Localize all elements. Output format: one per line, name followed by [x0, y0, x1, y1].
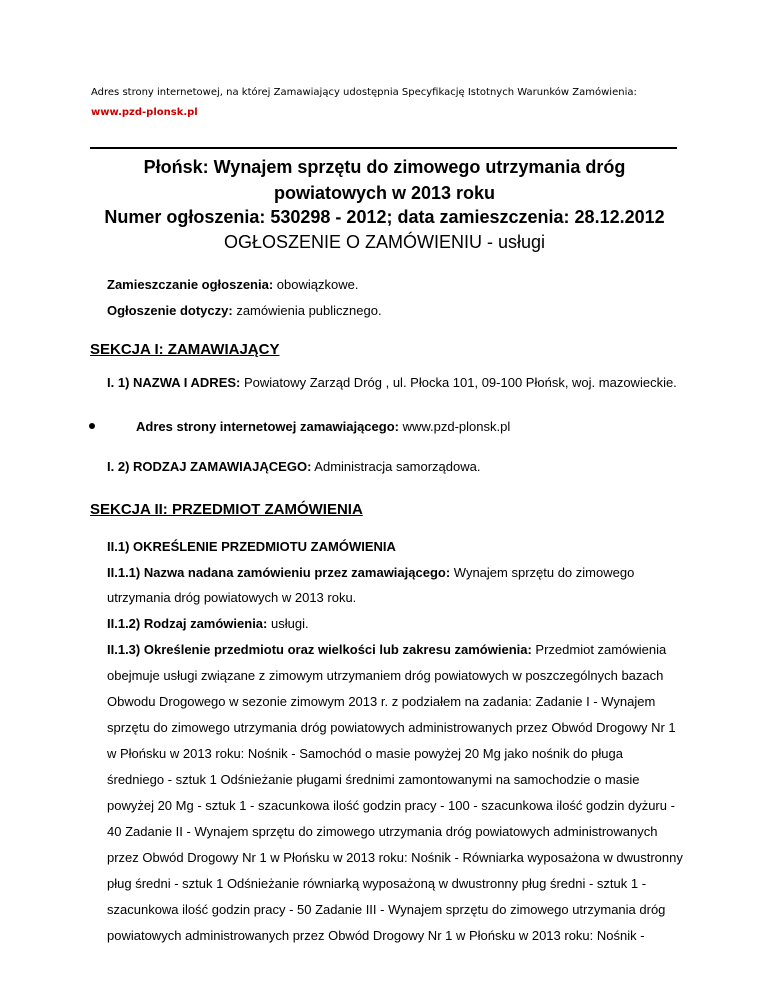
- contracting-type-label: I. 2) RODZAJ ZAMAWIAJĄCEGO:: [107, 459, 312, 474]
- bullet-icon: [89, 423, 95, 429]
- contracting-type-row: [107, 459, 480, 474]
- contracting-type-value: Administracja samorządowa.: [311, 459, 481, 474]
- order-desc-line: średniego - sztuk 1 Odśnieżanie pługami średnimi zamontowanymi na samochodzie o masie: [107, 772, 640, 787]
- order-kind-label: II.1.2) Rodzaj zamówienia:: [107, 616, 268, 631]
- order-desc-line: Przedmiot zamówienia: [531, 642, 667, 657]
- order-desc-line: szacunkowa ilość godzin pracy - 50 Zadanie III - Wynajem sprzętu do zimowego utrzymania dróg: [107, 902, 666, 917]
- notice-number-date: Numer ogłoszenia: 530298 - 2012; data zamieszczenia: 28.12.2012: [104, 207, 665, 227]
- contracting-name-value: Powiatowy Zarząd Dróg , ul. Płocka 101, 09-100 Płońsk, woj. mazowieckie.: [240, 375, 677, 390]
- order-kind-row: [107, 616, 309, 631]
- order-desc-line: sprzętu do zimowego utrzymania dróg powiatowych administrowanych przez Obwód Drogowy Nr 1: [107, 720, 676, 735]
- section1-heading: SEKCJA I: ZAMAWIAJĄCY: [90, 341, 280, 358]
- order-desc-line: w Płońsku w 2013 roku: Nośnik - Samochód o masie powyżej 20 Mg jako nośnik do pługa: [107, 746, 623, 761]
- notice-subtitle: OGŁOSZENIE O ZAMÓWIENIU - usługi: [223, 232, 546, 252]
- order-name-label: II.1.1) Nazwa nadana zamówieniu przez zamawiającego:: [107, 565, 451, 580]
- order-name-row: [107, 565, 634, 580]
- placement-row: [107, 277, 358, 292]
- order-name-cont: utrzymania dróg powiatowych w 2013 roku.: [107, 590, 357, 605]
- notice-title-line1: Płońsk: Wynajem sprzętu do zimowego utrzymania dróg: [143, 157, 626, 177]
- notice-title-line2: powiatowych w 2013 roku: [273, 183, 496, 203]
- order-desc-line: powyżej 20 Mg - sztuk 1 - szacunkowa ilość godzin pracy - 100 - szacunkowa ilość godzin dyżuru -: [107, 798, 675, 813]
- order-desc-line: przez Obwód Drogowy Nr 1 w Płońsku w 2013 roku: Nośnik - Równiarka wyposażona w dwustronny: [107, 850, 683, 865]
- contracting-name-label: I. 1) NAZWA I ADRES:: [107, 375, 241, 390]
- subject-subheading: [107, 539, 396, 554]
- order-desc-label: II.1.3) Określenie przedmiotu oraz wielkości lub zakresu zamówienia:: [107, 642, 532, 657]
- placement-label: Zamieszczanie ogłoszenia:: [107, 277, 274, 292]
- order-desc-line: 40 Zadanie II - Wynajem sprzętu do zimowego utrzymania dróg powiatowych administrowanych: [107, 824, 658, 839]
- contracting-web-row: [136, 419, 510, 434]
- subject-subheading-text: II.1) OKREŚLENIE PRZEDMIOTU ZAMÓWIENIA: [107, 539, 396, 554]
- placement-value: obowiązkowe.: [273, 277, 359, 292]
- section2-heading: SEKCJA II: PRZEDMIOT ZAMÓWIENIA: [90, 501, 363, 518]
- order-desc-row: [107, 642, 666, 657]
- order-desc-line: pług średni - sztuk 1 Odśnieżanie równiarką wyposażoną w dwustronny pług średni - sztuk 1 -: [107, 876, 647, 891]
- concerns-label: Ogłoszenie dotyczy:: [107, 303, 233, 318]
- contracting-web-value[interactable]: www.pzd-plonsk.pl: [398, 419, 511, 434]
- siwz-url-link[interactable]: www.pzd-plonsk.pl: [91, 107, 198, 118]
- siwz-address-intro: Adres strony internetowej, na której Zamawiający udostępnia Specyfikację Istotnych Warunków Zamówienia:: [91, 87, 637, 98]
- header-divider: [90, 147, 677, 149]
- order-desc-line: obejmuje usługi związane z zimowym utrzymaniem dróg powiatowych w poszczególnych bazach: [107, 668, 664, 683]
- contracting-web-label: Adres strony internetowej zamawiającego:: [136, 419, 399, 434]
- order-name-value: Wynajem sprzętu do zimowego: [450, 565, 635, 580]
- concerns-value: zamówienia publicznego.: [232, 303, 382, 318]
- contracting-name-row: [107, 375, 677, 390]
- order-kind-value: usługi.: [267, 616, 309, 631]
- order-desc-line: powiatowych administrowanych przez Obwód Drogowy Nr 1 w Płońsku w 2013 roku: Nośnik -: [107, 928, 645, 943]
- order-desc-line: Obwodu Drogowego w sezonie zimowym 2013 r. z podziałem na zadania: Zadanie I - Wynajem: [107, 694, 656, 709]
- concerns-row: [107, 303, 382, 318]
